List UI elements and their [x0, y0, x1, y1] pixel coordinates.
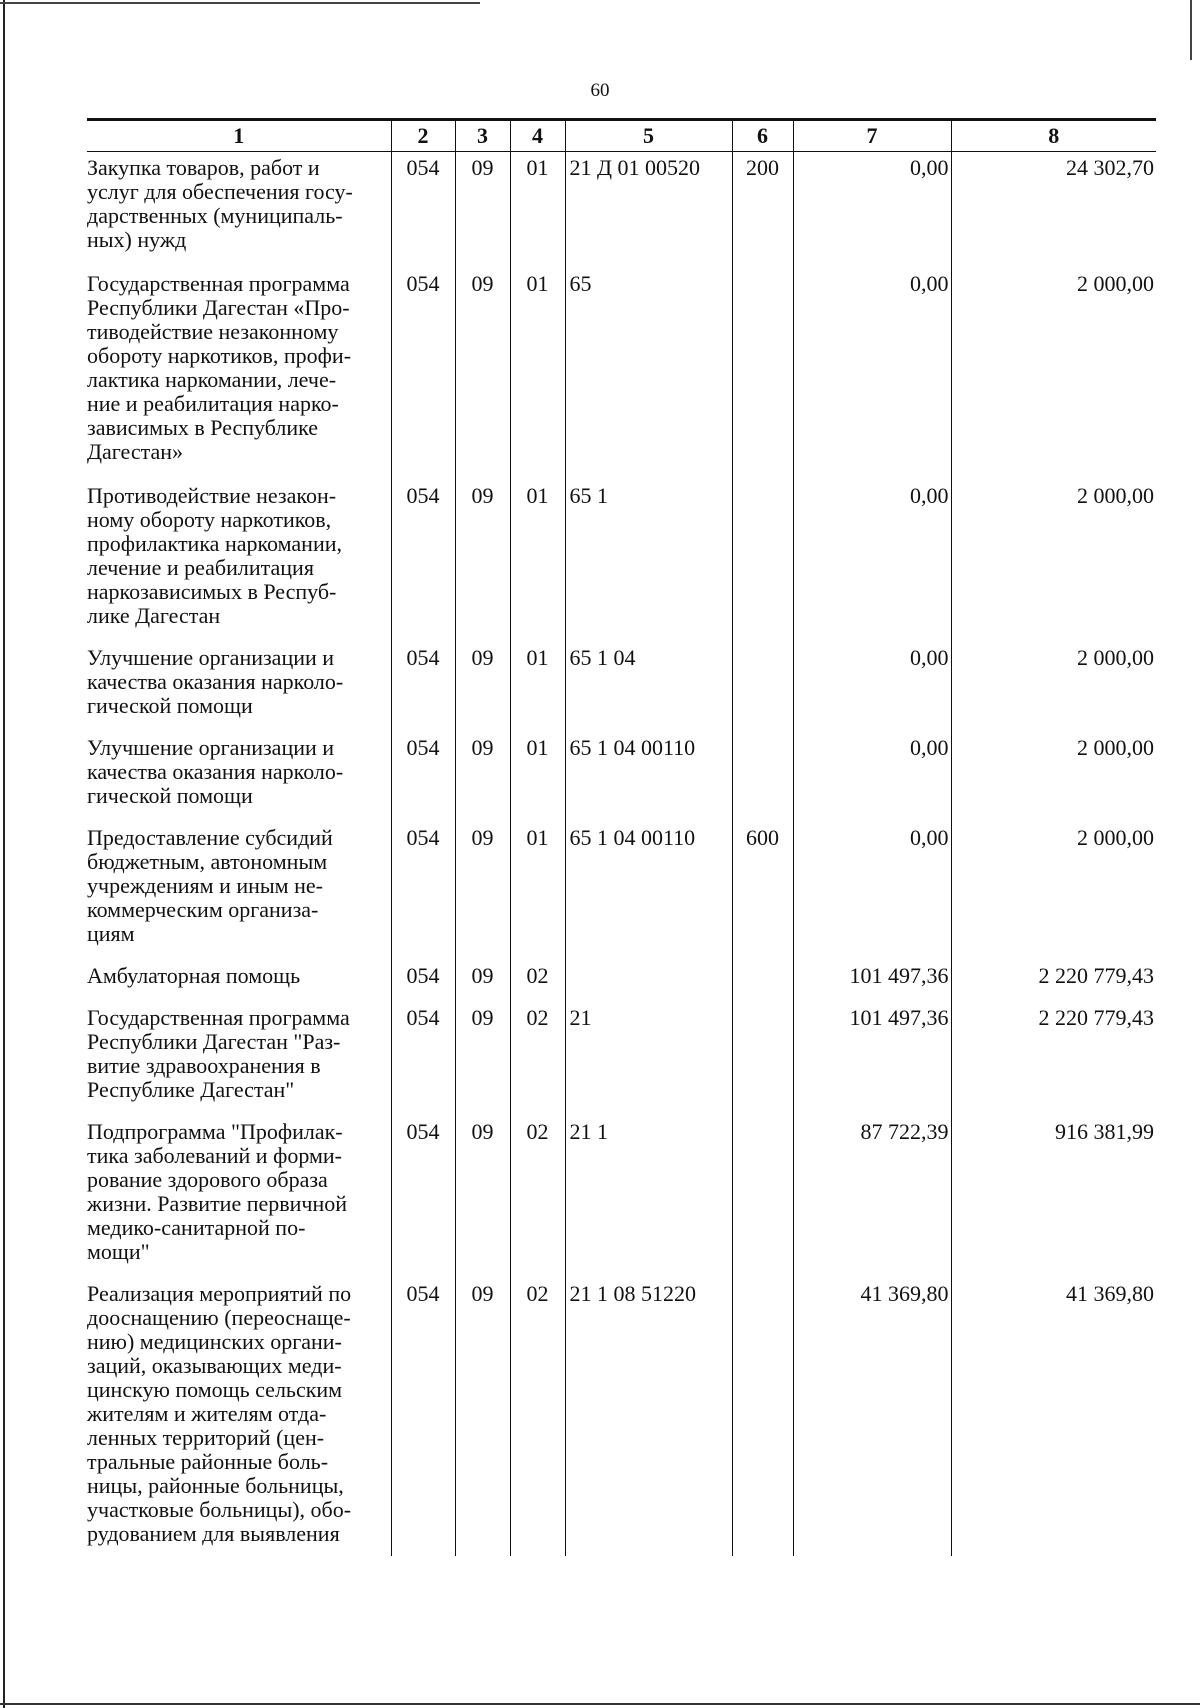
table-row — [87, 152, 1156, 268]
code-cell-3: 09 — [455, 642, 510, 732]
code-cell-5: 65 1 — [565, 480, 732, 642]
code-cell-3: 09 — [455, 822, 510, 960]
code-cell-6: 600 — [732, 822, 793, 960]
code-cell-5: 65 — [565, 268, 732, 480]
code-cell-4: 01 — [510, 480, 565, 642]
page-edge-top — [0, 2, 480, 4]
code-cell-5: 65 1 04 00110 — [565, 732, 732, 822]
code-cell-4: 01 — [510, 642, 565, 732]
code-cell-5: 65 1 04 — [565, 642, 732, 732]
code-cell-4: 02 — [510, 960, 565, 1002]
table-row — [87, 822, 1156, 960]
column-header-6: 6 — [732, 121, 793, 152]
code-cell-2: 054 — [391, 642, 455, 732]
row-name-cell — [87, 822, 391, 960]
table-row — [87, 1278, 1156, 1556]
code-cell-2: 054 — [391, 268, 455, 480]
column-header-8: 8 — [951, 121, 1156, 152]
column-header-4: 4 — [510, 121, 565, 152]
row-name: Подпрограмма "Профилак- тика заболеваний и форми- рование здорового образа жизни. Развитие первичной медико-санитарной по- мощи" — [87, 1118, 348, 1264]
code-cell-6 — [732, 1002, 793, 1116]
code-cell-6 — [732, 1278, 793, 1556]
amount-cell-8: 2 000,00 — [951, 268, 1156, 480]
amount-cell-8: 2 220 779,43 — [951, 1002, 1156, 1116]
row-name: Предоставление субсидий бюджетным, автономным учреждениям и иным не- коммерческим организа- циям — [87, 824, 333, 946]
code-cell-3: 09 — [455, 1116, 510, 1278]
budget-table — [87, 120, 1156, 1556]
code-cell-2: 054 — [391, 152, 455, 268]
amount-cell-7: 0,00 — [793, 642, 951, 732]
code-cell-3: 09 — [455, 152, 510, 268]
code-cell-4: 01 — [510, 268, 565, 480]
code-cell-5: 21 — [565, 1002, 732, 1116]
amount-cell-7: 41 369,80 — [793, 1278, 951, 1556]
amount-cell-7: 101 497,36 — [793, 960, 951, 1002]
row-name: Государственная программа Республики Дагестан "Раз- витие здравоохранения в Республике Дагестан" — [87, 1004, 350, 1102]
code-cell-6 — [732, 268, 793, 480]
code-cell-3: 09 — [455, 1002, 510, 1116]
budget-table-container — [87, 120, 1156, 1556]
table-row — [87, 268, 1156, 480]
code-cell-2: 054 — [391, 960, 455, 1002]
code-cell-2: 054 — [391, 822, 455, 960]
amount-cell-8: 2 000,00 — [951, 732, 1156, 822]
row-name: Реализация мероприятий по дооснащению (переоснаще- нию) медицинских органи- заций, оказывающих меди- цинскую помощь сельским жителям и жителям отда- ленных территорий (цен- тральные районные боль- ницы, районные больницы, участковые больницы), обо- рудованием для выявления — [87, 1280, 352, 1546]
amount-cell-8: 2 000,00 — [951, 822, 1156, 960]
table-header-row — [87, 121, 1156, 152]
code-cell-2: 054 — [391, 1278, 455, 1556]
amount-cell-8: 2 000,00 — [951, 480, 1156, 642]
code-cell-3: 09 — [455, 268, 510, 480]
row-name-cell — [87, 732, 391, 822]
row-name: Улучшение организации и качества оказания нарколо- гической помощи — [87, 644, 344, 718]
amount-cell-7: 0,00 — [793, 268, 951, 480]
code-cell-6 — [732, 960, 793, 1002]
table-row — [87, 1116, 1156, 1278]
row-name: Улучшение организации и качества оказания нарколо- гической помощи — [87, 734, 344, 808]
column-header-7: 7 — [793, 121, 951, 152]
code-cell-3: 09 — [455, 1278, 510, 1556]
amount-cell-8: 916 381,99 — [951, 1116, 1156, 1278]
code-cell-4: 02 — [510, 1002, 565, 1116]
code-cell-5: 21 Д 01 00520 — [565, 152, 732, 268]
code-cell-6 — [732, 732, 793, 822]
code-cell-5 — [565, 960, 732, 1002]
code-cell-2: 054 — [391, 1116, 455, 1278]
row-name-cell — [87, 268, 391, 480]
code-cell-5: 21 1 08 51220 — [565, 1278, 732, 1556]
amount-cell-7: 0,00 — [793, 152, 951, 268]
amount-cell-7: 87 722,39 — [793, 1116, 951, 1278]
code-cell-4: 01 — [510, 732, 565, 822]
page-edge-bottom — [0, 1703, 1200, 1705]
code-cell-5: 21 1 — [565, 1116, 732, 1278]
row-name-cell — [87, 480, 391, 642]
column-header-5: 5 — [565, 121, 732, 152]
amount-cell-8: 2 000,00 — [951, 642, 1156, 732]
page-number: 60 — [590, 80, 610, 101]
row-name: Государственная программа Республики Дагестан «Про- тиводействие незаконному обороту наркотиков, профи- лактика наркомании, лече- ние и реабилитация нарко- зависимых в Республике Дагестан» — [87, 270, 352, 464]
row-name-cell — [87, 642, 391, 732]
table-row — [87, 480, 1156, 642]
table-row — [87, 960, 1156, 1002]
row-name-cell — [87, 152, 391, 268]
row-name-cell — [87, 1002, 391, 1116]
row-name: Противодействие незакон- ному обороту наркотиков, профилактика наркомании, лечение и реабилитация наркозависимых в Респуб- лике Дагестан — [87, 482, 342, 628]
table-row — [87, 642, 1156, 732]
row-name: Закупка товаров, работ и услуг для обеспечения госу- дарственных (муниципаль- ных) нужд — [87, 155, 353, 252]
amount-cell-7: 0,00 — [793, 822, 951, 960]
code-cell-5: 65 1 04 00110 — [565, 822, 732, 960]
code-cell-2: 054 — [391, 1002, 455, 1116]
code-cell-2: 054 — [391, 732, 455, 822]
table-row — [87, 732, 1156, 822]
code-cell-2: 054 — [391, 480, 455, 642]
row-name-cell — [87, 1116, 391, 1278]
code-cell-6 — [732, 480, 793, 642]
row-name: Амбулаторная помощь — [87, 962, 301, 988]
amount-cell-7: 0,00 — [793, 480, 951, 642]
code-cell-3: 09 — [455, 960, 510, 1002]
code-cell-4: 02 — [510, 1116, 565, 1278]
code-cell-3: 09 — [455, 732, 510, 822]
column-header-1: 1 — [87, 121, 391, 152]
code-cell-6 — [732, 1116, 793, 1278]
amount-cell-8: 41 369,80 — [951, 1278, 1156, 1556]
code-cell-4: 01 — [510, 822, 565, 960]
code-cell-6: 200 — [732, 152, 793, 268]
page-edge-left — [3, 0, 5, 1708]
code-cell-4: 02 — [510, 1278, 565, 1556]
amount-cell-7: 0,00 — [793, 732, 951, 822]
column-header-3: 3 — [455, 121, 510, 152]
code-cell-3: 09 — [455, 480, 510, 642]
amount-cell-8: 24 302,70 — [951, 152, 1156, 268]
amount-cell-7: 101 497,36 — [793, 1002, 951, 1116]
row-name-cell — [87, 960, 391, 1002]
table-row — [87, 1002, 1156, 1116]
code-cell-6 — [732, 642, 793, 732]
amount-cell-8: 2 220 779,43 — [951, 960, 1156, 1002]
column-header-2: 2 — [391, 121, 455, 152]
code-cell-4: 01 — [510, 152, 565, 268]
row-name-cell — [87, 1278, 391, 1556]
page-edge-right — [1190, 0, 1192, 60]
